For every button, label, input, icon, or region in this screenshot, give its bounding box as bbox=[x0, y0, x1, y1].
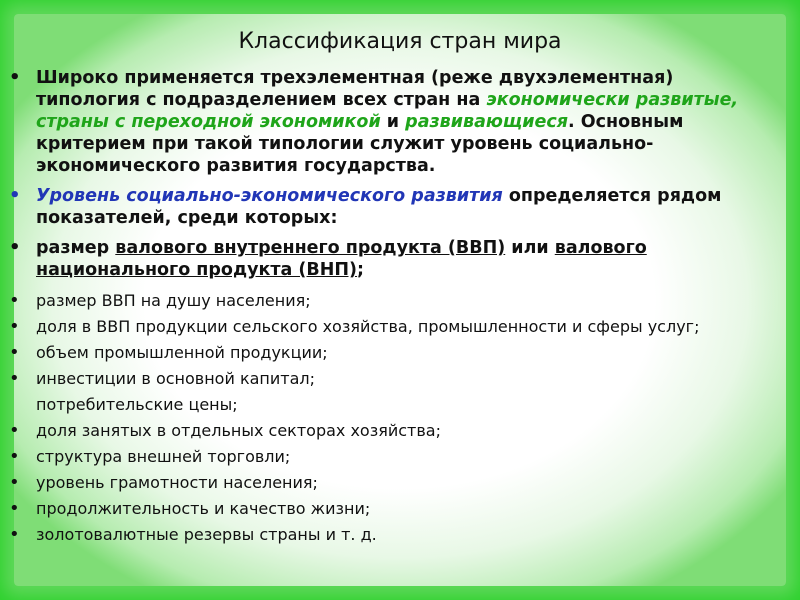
list-item-text: доля занятых в отдельных секторах хозяйства; bbox=[36, 421, 441, 440]
bullet-marker: • bbox=[9, 342, 20, 363]
list-item-text: уровень грамотности населения; bbox=[36, 473, 318, 492]
list-item-typology bbox=[0, 67, 800, 177]
list-item-development-level bbox=[0, 185, 800, 229]
list-item-text: структура внешней торговли; bbox=[36, 447, 291, 466]
typology-text-1: Широко применяется трехэлементная (реже двухэлементная) типология с подразделением всех стран на bbox=[36, 68, 674, 110]
gdp-term: валового внутреннего продукта (ВВП) bbox=[115, 238, 506, 258]
list-item bbox=[0, 420, 800, 442]
list-item bbox=[0, 394, 800, 416]
slide-title: Классификация стран мира bbox=[238, 29, 562, 54]
bullet-marker: • bbox=[9, 368, 20, 389]
list-item bbox=[0, 446, 800, 468]
list-item-text: продолжительность и качество жизни; bbox=[36, 499, 371, 518]
gnp-term: валового национального продукта (ВНП) bbox=[36, 238, 647, 280]
bullet-marker: • bbox=[9, 524, 20, 545]
list-item-gdp bbox=[0, 237, 800, 281]
bullet-marker: • bbox=[9, 185, 21, 206]
list-item-text: доля в ВВП продукции сельского хозяйства, промышленности и сферы услуг; bbox=[36, 317, 700, 336]
list-item bbox=[0, 524, 800, 546]
list-item-text: инвестиции в основной капитал; bbox=[36, 369, 316, 388]
gdp-text-3: ; bbox=[357, 260, 365, 280]
list-item bbox=[0, 498, 800, 520]
list-item-text: потребительские цены; bbox=[36, 395, 238, 414]
list-item bbox=[0, 472, 800, 494]
bullet-marker: • bbox=[9, 498, 20, 519]
gdp-text-1: размер bbox=[36, 238, 116, 258]
gdp-text-2: или bbox=[505, 238, 555, 258]
typology-developing: развивающиеся bbox=[405, 112, 568, 132]
list-item-text: размер ВВП на душу населения; bbox=[36, 291, 311, 310]
list-item-text: золотовалютные резервы страны и т. д. bbox=[36, 525, 377, 544]
bullet-marker: • bbox=[9, 446, 20, 467]
bullet-marker: • bbox=[9, 316, 20, 337]
list-item bbox=[0, 290, 800, 312]
typology-developed-transition: экономически развитые, страны с переходной экономикой bbox=[36, 90, 739, 132]
bullet-marker: • bbox=[9, 67, 21, 88]
development-level-text: определяется рядом показателей, среди которых: bbox=[36, 186, 722, 228]
typology-text-2: и bbox=[380, 112, 406, 132]
bullet-marker: • bbox=[9, 237, 21, 258]
list-item bbox=[0, 342, 800, 364]
bullet-list bbox=[0, 67, 800, 546]
list-item bbox=[0, 368, 800, 390]
development-level-term: Уровень социально-экономического развития bbox=[36, 186, 503, 206]
list-item bbox=[0, 316, 800, 338]
bullet-marker: • bbox=[9, 290, 20, 311]
list-item-text: объем промышленной продукции; bbox=[36, 343, 328, 362]
typology-text-3: . Основным критерием при такой типологии служит уровень социально-экономического развития государства. bbox=[36, 112, 684, 176]
bullet-marker: • bbox=[9, 472, 20, 493]
bullet-marker: • bbox=[9, 420, 20, 441]
